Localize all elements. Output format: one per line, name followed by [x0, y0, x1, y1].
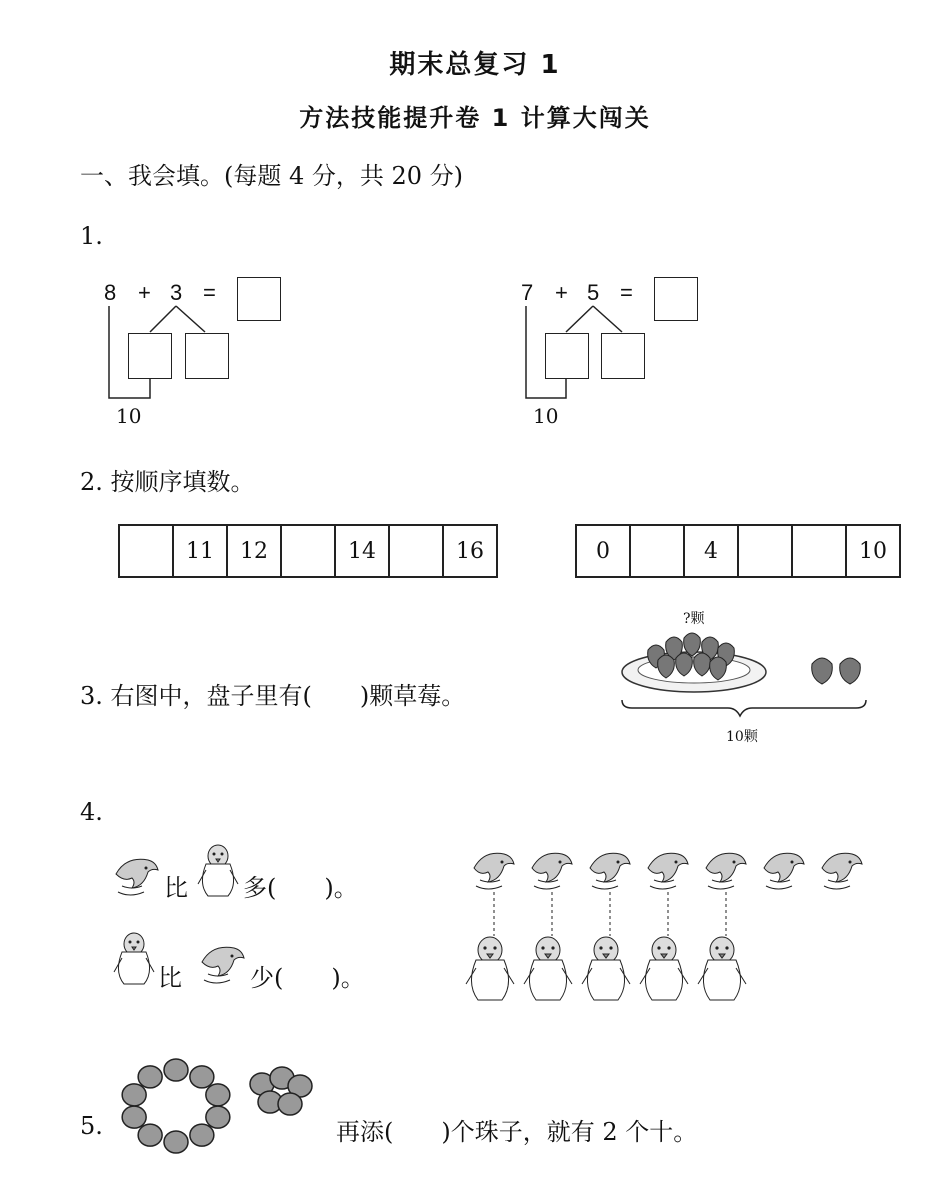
number-cell[interactable]	[630, 525, 684, 577]
q1-left-b: 3	[170, 280, 183, 305]
number-cell[interactable]	[389, 525, 443, 577]
bead-icon	[206, 1106, 230, 1128]
q1-right-eq: =	[620, 280, 633, 305]
question-5-number: 5.	[80, 1112, 103, 1140]
dolphin-icon	[648, 853, 688, 889]
number-cell: 10	[846, 525, 900, 577]
dolphin-icon	[112, 852, 162, 900]
penguin-icon	[112, 930, 156, 990]
bead-icon	[164, 1131, 188, 1153]
q5-beads-illustration	[110, 1056, 330, 1156]
number-cell[interactable]	[281, 525, 335, 577]
section-heading: 一、我会填。(每题 4 分，共 20 分)	[80, 162, 464, 190]
q3-total-label: 10颗	[726, 729, 758, 745]
q2-left-number-strip	[118, 524, 498, 578]
q4-line1-rest: 多( )。	[243, 874, 358, 902]
bead-icon	[138, 1124, 162, 1146]
page-title: 期末总复习 1	[389, 50, 561, 80]
question-5-text: 再添( )个珠子，就有 2 个十。	[336, 1118, 698, 1146]
bead-icon	[164, 1059, 188, 1081]
q1-right-split-box-2[interactable]	[601, 333, 645, 379]
dolphin-icon	[532, 853, 572, 889]
penguin-icon	[524, 937, 572, 1000]
q1-left-ten: 10	[116, 404, 142, 428]
penguin-icon	[196, 842, 240, 902]
bead-icon	[122, 1084, 146, 1106]
penguin-icon	[466, 937, 514, 1000]
q4-dolphin-penguin-comparison	[460, 840, 880, 1020]
total-brace	[622, 700, 866, 716]
page-subtitle: 方法技能提升卷 1 计算大闯关	[299, 104, 651, 132]
q1-right-ten: 10	[533, 404, 559, 428]
q4-line2-rest: 少( )。	[250, 964, 365, 992]
question-1-number: 1.	[80, 222, 103, 250]
penguin-icon	[640, 937, 688, 1000]
dolphin-icon	[706, 853, 746, 889]
dolphin-icon	[764, 853, 804, 889]
q1-right-op: +	[555, 280, 568, 305]
penguin-icon	[698, 937, 746, 1000]
bead-icon	[206, 1084, 230, 1106]
number-cell: 12	[227, 525, 281, 577]
number-cell: 14	[335, 525, 389, 577]
penguin-icon	[582, 937, 630, 1000]
q2-right-number-strip	[575, 524, 901, 578]
dolphin-icon	[198, 940, 248, 988]
dolphin-icon	[590, 853, 630, 889]
bead-icon	[122, 1106, 146, 1128]
question-3-text: 3. 右图中，盘子里有( )颗草莓。	[80, 682, 466, 710]
q1-left-op: +	[138, 280, 151, 305]
number-cell[interactable]	[119, 525, 173, 577]
q4-line1-bi: 比	[164, 874, 188, 902]
question-2-text: 2. 按顺序填数。	[80, 468, 255, 496]
q1-right-b: 5	[587, 280, 600, 305]
q1-left-a: 8	[104, 280, 117, 305]
q1-right-a: 7	[521, 280, 534, 305]
question-4-number: 4.	[80, 798, 103, 826]
bead-icon	[190, 1066, 214, 1088]
number-cell[interactable]	[792, 525, 846, 577]
q1-right-split-box-1[interactable]	[545, 333, 589, 379]
q1-left-eq: =	[203, 280, 216, 305]
bead-icon	[190, 1124, 214, 1146]
bead-icon	[138, 1066, 162, 1088]
number-cell: 0	[576, 525, 630, 577]
dolphin-icon	[822, 853, 862, 889]
strawberries-outside-icon	[812, 658, 861, 684]
number-cell: 16	[443, 525, 497, 577]
number-cell: 11	[173, 525, 227, 577]
q3-strawberry-plate-illustration	[600, 620, 890, 730]
q4-line2-bi: 比	[158, 964, 182, 992]
number-cell: 4	[684, 525, 738, 577]
q3-unknown-label: ?颗	[683, 611, 705, 627]
number-cell[interactable]	[738, 525, 792, 577]
dolphin-icon	[474, 853, 514, 889]
bead-icon	[278, 1093, 302, 1115]
